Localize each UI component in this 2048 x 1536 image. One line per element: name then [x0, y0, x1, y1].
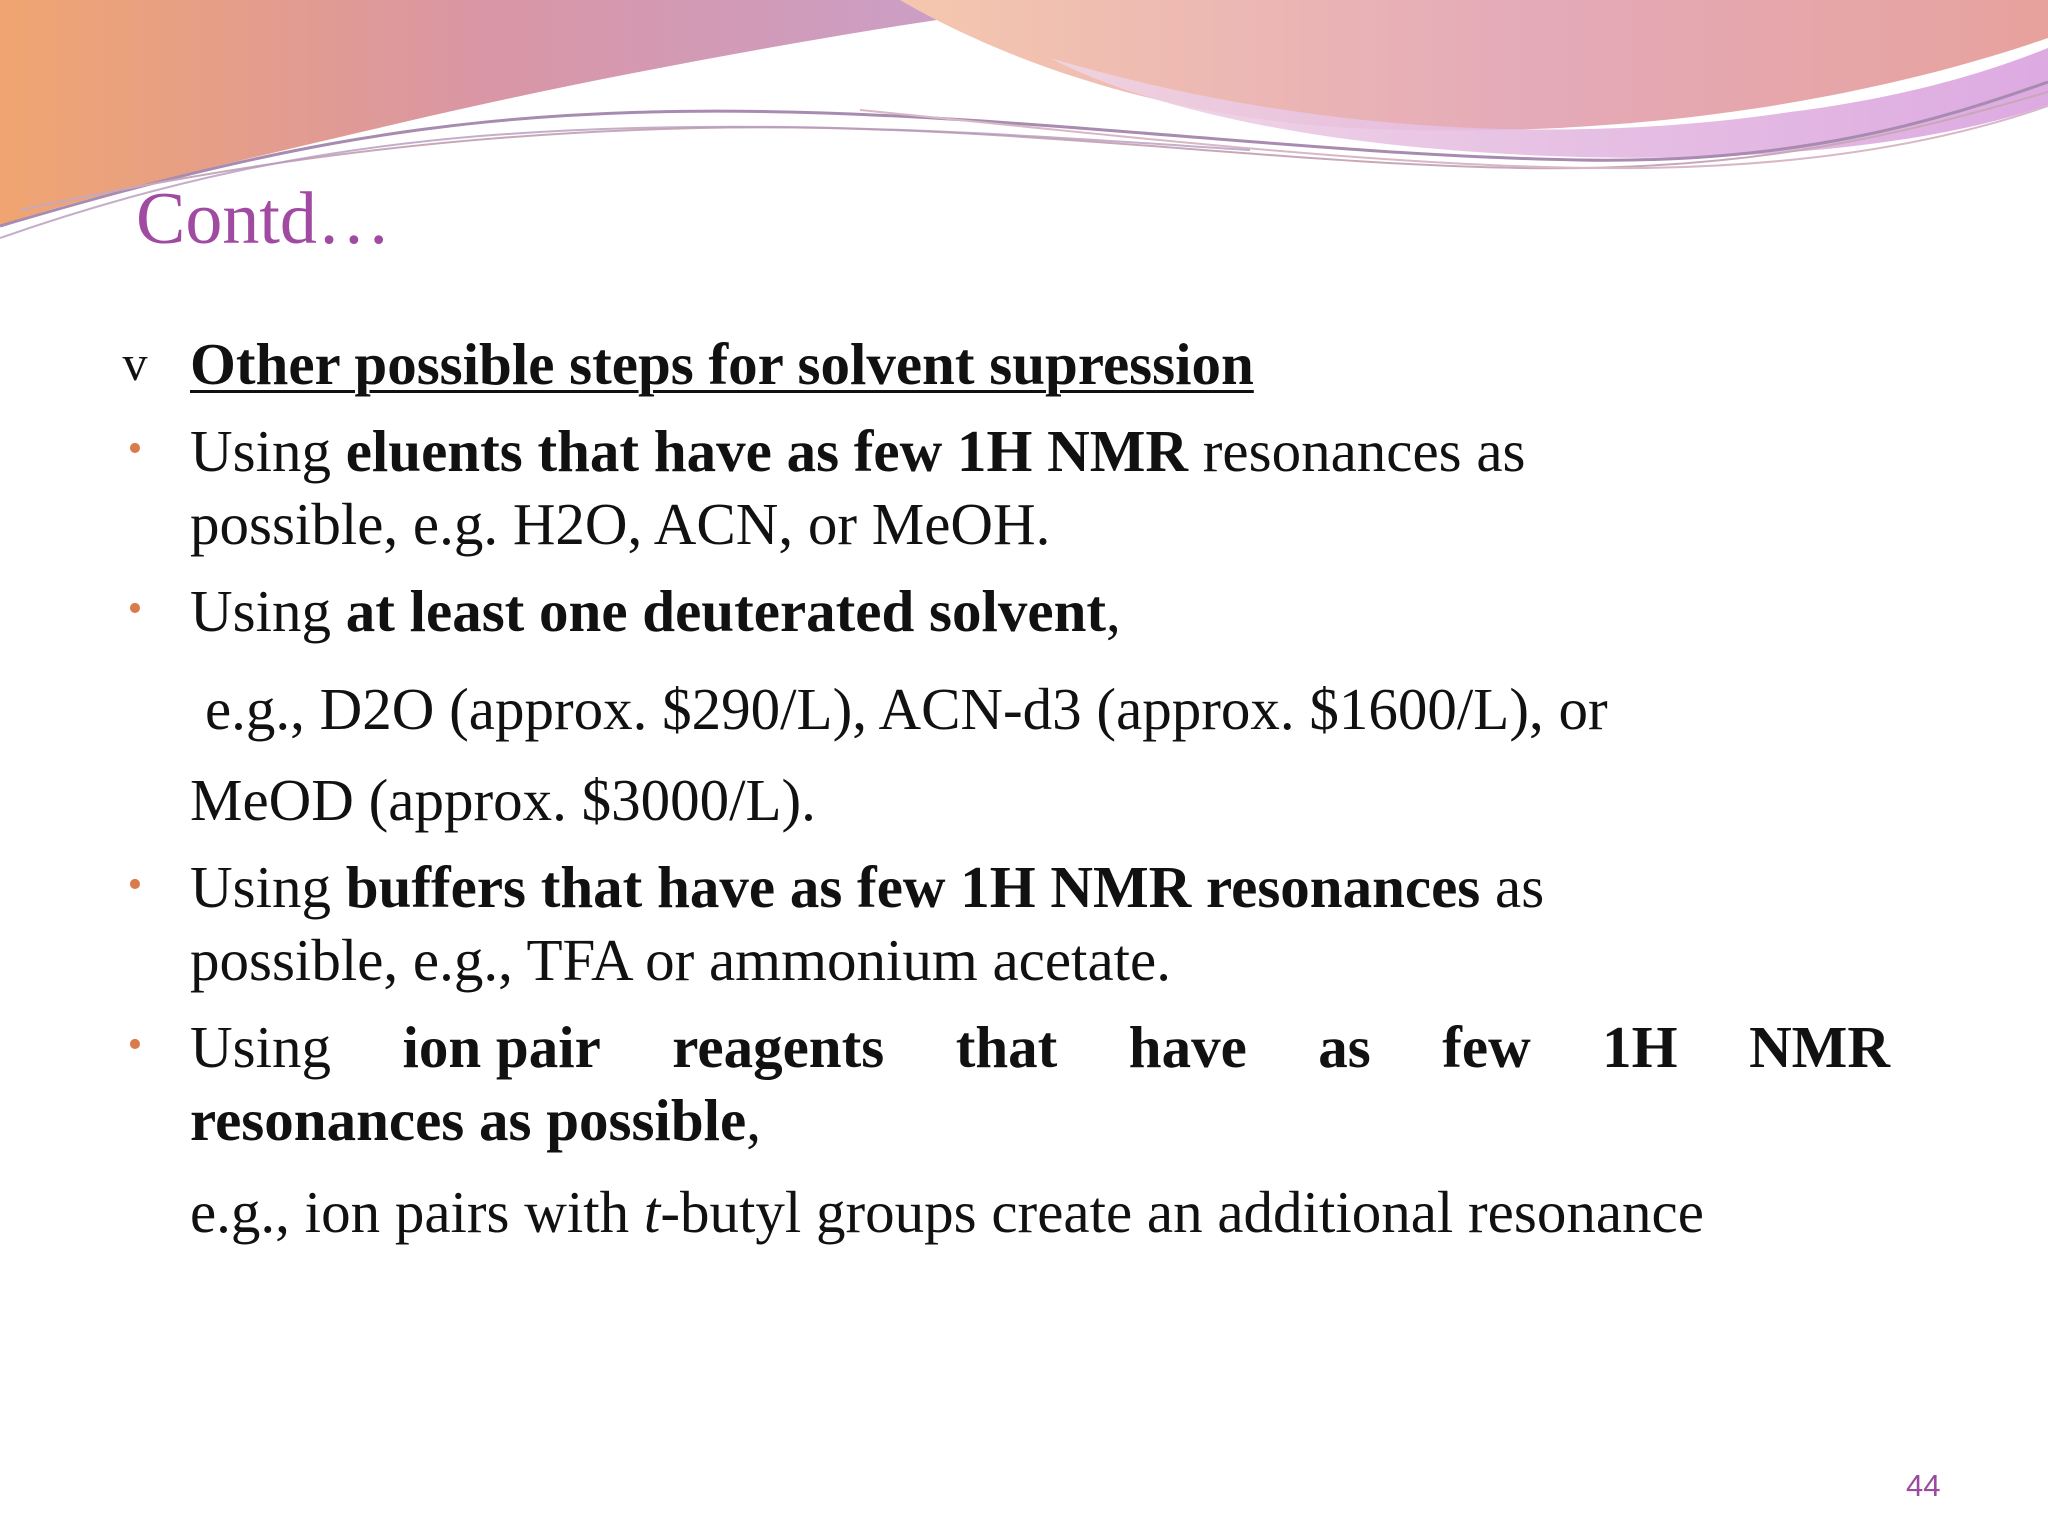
bullet-eluents-bold: eluents that have as few 1H NMR — [345, 418, 1189, 485]
bullet-dot-icon: • — [127, 426, 143, 473]
bullet-deuterated-prefix: Using — [190, 578, 346, 645]
ion-pair-word-nmr: NMR — [1749, 1014, 1890, 1081]
bullet-dot-icon: • — [127, 861, 143, 908]
ion-pair-example-prefix: e.g., ion pairs with — [190, 1178, 644, 1245]
bullet-buffers — [100, 851, 1940, 997]
bullet-dot-icon: • — [127, 1022, 143, 1069]
ion-pair-word-1h: 1H — [1602, 1014, 1678, 1081]
bullet-buffers-suffix: as — [1480, 853, 1545, 920]
ion-pair-word-few: few — [1442, 1014, 1531, 1081]
bullet-buffers-line2: possible, e.g., TFA or ammonium acetate. — [190, 927, 1171, 994]
slide-title: Contd… — [136, 178, 391, 260]
bullet-deuterated — [100, 575, 1940, 648]
ion-pair-example-italic: t — [643, 1178, 661, 1245]
deuterated-example-line2: MeOD (approx. $3000/L). — [190, 766, 816, 833]
bullet-buffers-bold: buffers that have as few 1H NMR resonances — [345, 853, 1481, 920]
slide-content — [100, 328, 1940, 1249]
ion-pair-line2 — [190, 1084, 1940, 1157]
ion-pair-suffix-line2: , — [746, 1087, 761, 1154]
bullet-eluents-suffix: resonances as — [1188, 418, 1526, 485]
bullet-eluents-line2: possible, e.g. H2O, ACN, or MeOH. — [190, 491, 1051, 558]
ion-pair-word-ion-pair: ion pair — [402, 1014, 601, 1081]
section-heading-row — [100, 328, 1940, 401]
bullet-eluents — [100, 415, 1940, 561]
ion-pair-word-that: that — [955, 1014, 1058, 1081]
page-number: 44 — [1906, 1468, 1941, 1503]
ion-pair-word-as: as — [1318, 1014, 1371, 1081]
bullet-deuterated-bold: at least one deuterated solvent — [345, 578, 1107, 645]
bullet-ion-pair — [100, 1011, 1940, 1157]
bullet-deuterated-suffix: , — [1106, 578, 1121, 645]
ion-pair-example-line — [100, 1176, 1940, 1249]
ion-pair-justified-line — [190, 1011, 1890, 1084]
deuterated-example-line1: e.g., D2O (approx. $290/L), ACN-d3 (approx. $1600/L), or — [205, 675, 1608, 742]
ion-pair-word-using: Using — [190, 1014, 331, 1081]
ion-pair-word-reagents: reagents — [672, 1014, 885, 1081]
bullet-buffers-prefix: Using — [190, 853, 346, 920]
bullet-dot-icon: • — [127, 586, 143, 633]
ion-pair-example-suffix: -butyl groups create an additional resonance — [660, 1178, 1704, 1245]
section-heading: Other possible steps for solvent supression — [190, 331, 1254, 397]
bullet-eluents-prefix: Using — [190, 418, 346, 485]
ion-pair-word-have: have — [1128, 1014, 1247, 1081]
ion-pair-bold-line2: resonances as possible — [190, 1087, 747, 1154]
checkmark-bullet-icon: v — [122, 335, 148, 391]
